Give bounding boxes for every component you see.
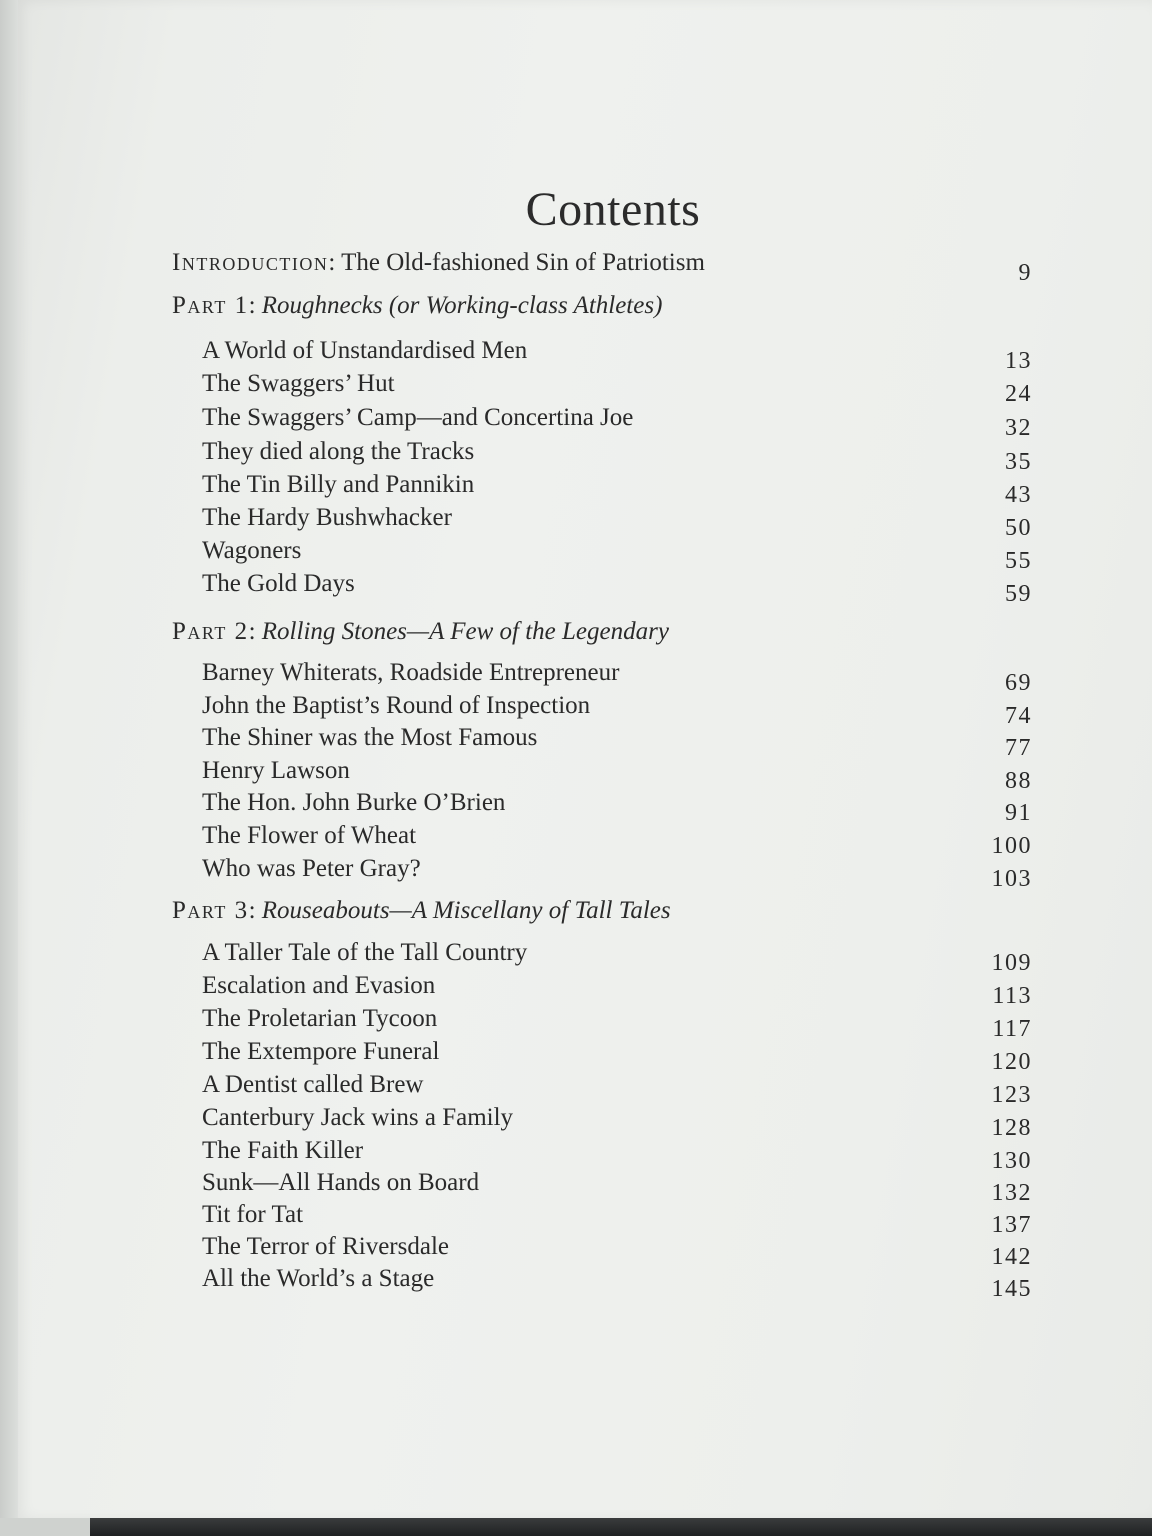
- entry-title: John the Baptist’s Round of Inspection: [202, 692, 591, 719]
- toc-entry: [0, 754, 1152, 794]
- part-heading-label: [172, 615, 669, 649]
- entry-page-number: 43: [1005, 482, 1032, 508]
- entry-page-number: 88: [1005, 768, 1032, 794]
- entry-page-number: 32: [1005, 415, 1032, 441]
- toc-entry: [0, 1101, 1152, 1141]
- part-heading-label: [172, 894, 671, 928]
- toc-entry: [0, 819, 1152, 859]
- entry-title: A World of Unstandardised Men: [202, 337, 528, 364]
- toc-entry: [0, 936, 1152, 976]
- entry-title: Who was Peter Gray?: [202, 855, 421, 882]
- entry-page-number: 74: [1005, 703, 1032, 729]
- entry-page-number: 142: [991, 1244, 1032, 1270]
- entry-page-number: 120: [991, 1049, 1032, 1075]
- entry-title: The Proletarian Tycoon: [202, 1005, 438, 1032]
- toc-entry: [0, 689, 1152, 729]
- entry-page-number: 103: [991, 866, 1032, 892]
- entry-page-number: 128: [991, 1115, 1032, 1141]
- entry-title: The Faith Killer: [202, 1137, 364, 1164]
- entry-title: The Extempore Funeral: [202, 1038, 440, 1065]
- entry-page-number: 123: [991, 1082, 1032, 1108]
- part-label: Part 3: [172, 897, 249, 924]
- entry-page-number: 55: [1005, 548, 1032, 574]
- entry-title: Canterbury Jack wins a Family: [202, 1104, 514, 1131]
- entry-page-number: 113: [992, 983, 1032, 1009]
- entry-page-number: 109: [991, 950, 1032, 976]
- entry-page-number: 50: [1005, 515, 1032, 541]
- contents-title: Contents: [525, 183, 701, 237]
- toc-introduction-label: [172, 246, 705, 280]
- toc-entry: [0, 721, 1152, 761]
- entry-page-number: 59: [1005, 581, 1032, 607]
- entry-page-number: 117: [992, 1016, 1032, 1042]
- book-cover-edge: [0, 1518, 1152, 1536]
- entry-page-number: 69: [1005, 670, 1032, 696]
- entry-title: The Gold Days: [202, 570, 355, 597]
- toc-entry: [0, 501, 1152, 541]
- toc-entry: [0, 435, 1152, 475]
- part-separator: :: [248, 897, 262, 924]
- entry-title: The Swaggers’ Hut: [202, 370, 395, 397]
- toc-entry: [0, 401, 1152, 441]
- toc-entry: [0, 468, 1152, 508]
- entry-title: A Dentist called Brew: [202, 1071, 424, 1098]
- toc-entry: [0, 1035, 1152, 1075]
- entry-title: Wagoners: [202, 537, 302, 564]
- toc-entry: [0, 1262, 1152, 1302]
- entry-page-number: 24: [1005, 381, 1032, 407]
- toc-part-heading: [0, 615, 1152, 649]
- entry-page-number: 35: [1005, 449, 1032, 475]
- toc-entry: [0, 367, 1152, 407]
- toc-part-heading: [0, 289, 1152, 323]
- toc-entry: [0, 1002, 1152, 1042]
- toc-entry: [0, 1068, 1152, 1108]
- toc-part-heading: [0, 894, 1152, 928]
- toc-entry: [0, 1134, 1152, 1174]
- entry-title: Barney Whiterats, Roadside Entrepreneur: [202, 659, 620, 686]
- entry-page-number: 132: [991, 1180, 1032, 1206]
- introduction-separator: :: [328, 249, 342, 276]
- entry-title: Sunk—All Hands on Board: [202, 1169, 480, 1196]
- part-subtitle: Rouseabouts—A Miscellany of Tall Tales: [261, 897, 671, 924]
- entry-title: The Swaggers’ Camp—and Concertina Joe: [202, 404, 634, 431]
- toc-entry: [0, 1230, 1152, 1270]
- part-subtitle: Roughnecks (or Working-class Athletes): [261, 292, 663, 319]
- toc-entry: [0, 567, 1152, 607]
- introduction-title: The Old-fashioned Sin of Patriotism: [341, 249, 705, 276]
- entry-title: The Hardy Bushwhacker: [202, 504, 452, 531]
- toc-entry: [0, 334, 1152, 374]
- entry-title: The Terror of Riversdale: [202, 1233, 449, 1260]
- entry-page-number: 100: [991, 833, 1032, 859]
- toc-entry: [0, 1166, 1152, 1206]
- part-label: Part 1: [172, 292, 249, 319]
- part-subtitle: Rolling Stones—A Few of the Legendary: [261, 618, 669, 645]
- toc-entry: [0, 969, 1152, 1009]
- entry-title: They died along the Tracks: [202, 438, 475, 465]
- toc-entry: [0, 534, 1152, 574]
- entry-page-number: 130: [991, 1148, 1032, 1174]
- introduction-page-number: 9: [1018, 260, 1032, 286]
- part-separator: :: [248, 618, 262, 645]
- toc-entry: [0, 1198, 1152, 1238]
- toc-entry: [0, 852, 1152, 892]
- entry-page-number: 137: [991, 1212, 1032, 1238]
- entry-title: The Tin Billy and Pannikin: [202, 471, 475, 498]
- entry-page-number: 77: [1005, 735, 1032, 761]
- part-heading-label: [172, 289, 662, 323]
- entry-title: Henry Lawson: [202, 757, 350, 784]
- part-label: Part 2: [172, 618, 249, 645]
- toc-entry: [0, 656, 1152, 696]
- entry-page-number: 145: [991, 1276, 1032, 1302]
- entry-title: The Shiner was the Most Famous: [202, 724, 538, 751]
- entry-title: The Hon. John Burke O’Brien: [202, 789, 506, 816]
- introduction-heading: Introduction: [172, 249, 329, 276]
- entry-title: A Taller Tale of the Tall Country: [202, 939, 528, 966]
- entry-page-number: 13: [1005, 348, 1032, 374]
- toc-introduction: [0, 246, 1152, 286]
- table-surface: [0, 1518, 90, 1536]
- part-separator: :: [248, 292, 262, 319]
- entry-title: Escalation and Evasion: [202, 972, 436, 999]
- entry-title: The Flower of Wheat: [202, 822, 417, 849]
- entry-page-number: 91: [1005, 800, 1032, 826]
- entry-title: All the World’s a Stage: [202, 1265, 435, 1292]
- toc-entry: [0, 786, 1152, 826]
- entry-title: Tit for Tat: [202, 1201, 304, 1228]
